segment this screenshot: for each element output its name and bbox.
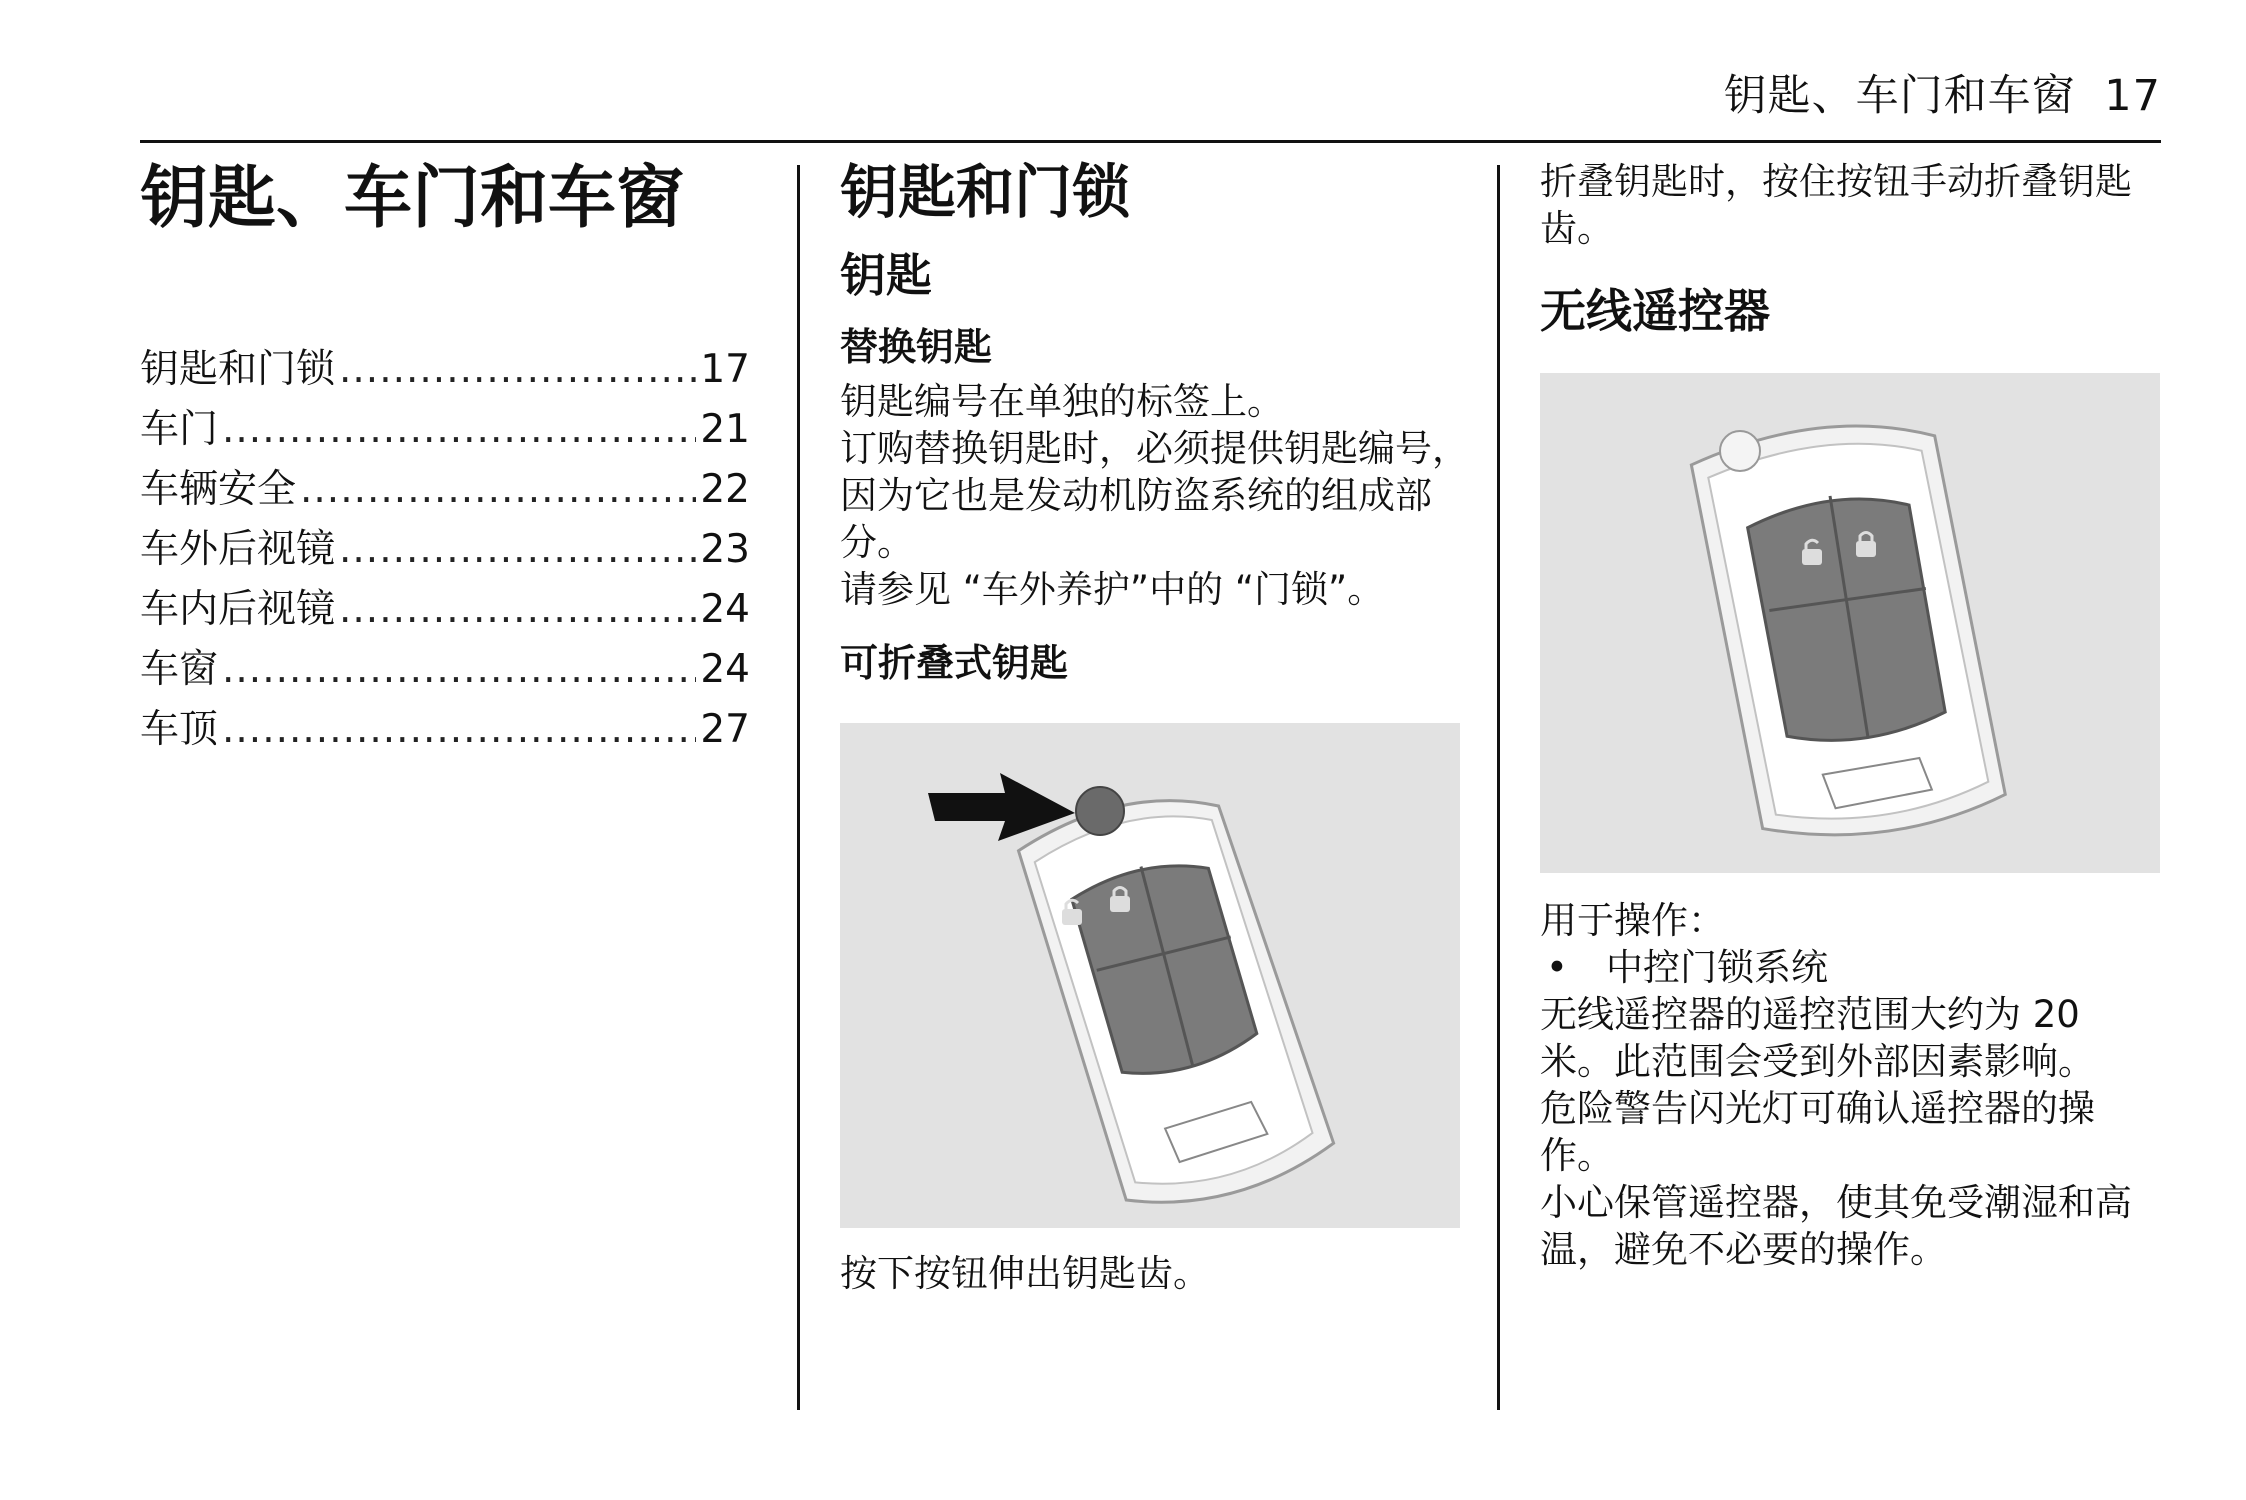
toc-entry[interactable] [140, 338, 750, 398]
paragraph: 钥匙编号在单独的标签上。 [840, 380, 1284, 424]
toc-entry-page: 22 [700, 466, 750, 512]
toc-entry[interactable] [140, 458, 750, 518]
paragraph: 危险警告闪光灯可确认遥控器的操作。 [1540, 1087, 2095, 1178]
toc-leader-dots [300, 467, 696, 512]
running-head-title: 钥匙、车门和车窗 [1723, 71, 2076, 121]
running-head [1724, 62, 2161, 123]
toc-entry-label: 车门 [140, 406, 219, 452]
toc-entry[interactable] [140, 698, 750, 758]
toc-entry-label: 车窗 [140, 646, 219, 692]
column-divider [797, 165, 800, 1410]
paragraph: 小心保管遥控器，使其免受潮湿和高温，避免不必要的操作。 [1540, 1181, 2132, 1272]
toc-entry-page: 23 [700, 526, 750, 572]
section-heading: 钥匙和门锁 [840, 158, 1131, 226]
bullet-dot: • [1546, 946, 1568, 990]
chapter-column [140, 158, 750, 758]
paragraph: 请参见 “车外养护”中的 “门锁”。 [840, 568, 1385, 612]
used-for-label: 用于操作： [1540, 899, 1725, 943]
table-of-contents [140, 338, 750, 758]
paragraph: 折叠钥匙时，按住按钮手动折叠钥匙齿。 [1540, 160, 2132, 250]
remote-column [1540, 158, 2160, 1273]
toc-entry[interactable] [140, 398, 750, 458]
toc-leader-dots [339, 587, 696, 632]
toc-leader-dots [222, 407, 696, 452]
remote-heading: 无线遥控器 [1540, 284, 1770, 338]
foldable-key-illustration [840, 723, 1460, 1228]
paragraph: 订购替换钥匙时，必须提供钥匙编号，因为它也是发动机防盗系统的组成部分。 [840, 427, 1469, 565]
toc-entry-label: 钥匙和门锁 [140, 346, 336, 392]
page-number: 17 [2104, 71, 2161, 121]
toc-entry[interactable] [140, 518, 750, 578]
toc-entry-label: 车内后视镜 [140, 586, 336, 632]
toc-entry-page: 24 [700, 646, 750, 692]
toc-entry-label: 车外后视镜 [140, 526, 336, 572]
chapter-title: 钥匙、车门和车窗 [140, 159, 685, 238]
toc-leader-dots [222, 707, 696, 752]
toc-leader-dots [339, 347, 696, 392]
toc-entry-label: 车辆安全 [140, 466, 297, 512]
toc-leader-dots [339, 527, 696, 572]
list-item [1540, 944, 2160, 991]
column-divider [1497, 165, 1500, 1410]
toc-entry-page: 27 [700, 706, 750, 752]
toc-entry-page: 21 [700, 406, 750, 452]
header-rule [140, 140, 2161, 143]
replacement-key-heading: 替换钥匙 [840, 324, 993, 369]
remote-key-illustration [1540, 373, 2160, 873]
list-item-text: 中控门锁系统 [1606, 946, 1828, 990]
toc-entry-label: 车顶 [140, 706, 219, 752]
keys-column [840, 158, 1470, 1297]
keys-heading: 钥匙 [840, 247, 932, 302]
foldable-key-heading: 可折叠式钥匙 [840, 641, 1069, 686]
toc-leader-dots [222, 647, 696, 692]
paragraph: 无线遥控器的遥控范围大约为 20 米。此范围会受到外部因素影响。 [1540, 993, 2095, 1084]
figure-caption: 按下按钮伸出钥匙齿。 [840, 1251, 1210, 1295]
toc-entry[interactable] [140, 578, 750, 638]
toc-entry-page: 24 [700, 586, 750, 632]
toc-entry-page: 17 [700, 346, 750, 392]
toc-entry[interactable] [140, 638, 750, 698]
